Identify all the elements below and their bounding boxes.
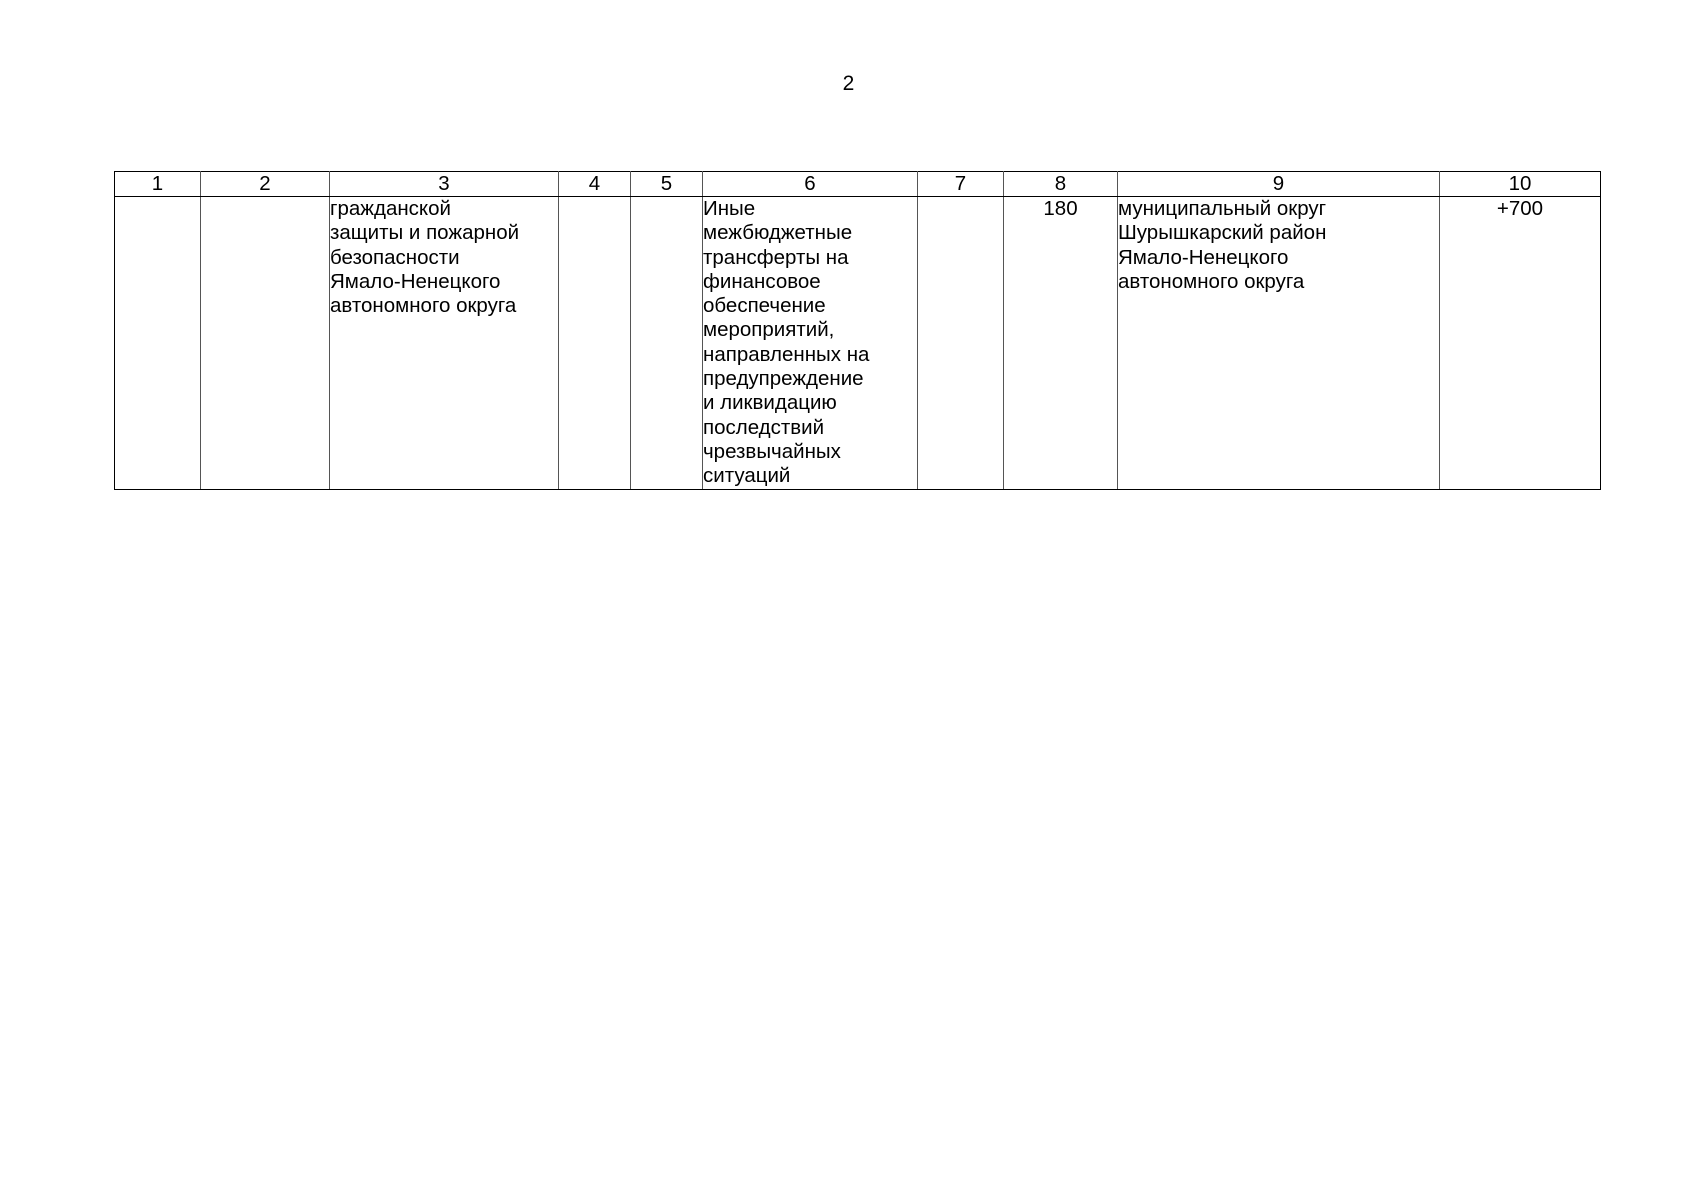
page-number: 2 (842, 72, 855, 95)
column-header-5: 5 (631, 172, 703, 197)
column-header-10: 10 (1440, 172, 1601, 197)
cell-col10: +700 (1440, 197, 1601, 490)
cell-col9: муниципальный округ Шурышкарский район Ямало-Ненецкого автономного округа (1118, 197, 1440, 490)
table-row (115, 197, 1601, 490)
cell-col3: гражданской защиты и пожарной безопасности Ямало-Ненецкого автономного округа (330, 197, 559, 490)
cell-col7 (918, 197, 1004, 490)
cell-col6: Иные межбюджетные трансферты на финансовое обеспечение мероприятий, направленных на предупреждение и ликвидацию последствий чрезвычайных ситуаций (703, 197, 918, 490)
cell-col5 (631, 197, 703, 490)
data-table (114, 171, 1601, 490)
column-header-3: 3 (330, 172, 559, 197)
column-header-4: 4 (559, 172, 631, 197)
header-row (115, 172, 1601, 197)
cell-col2 (201, 197, 330, 490)
column-header-8: 8 (1004, 172, 1118, 197)
column-header-2: 2 (201, 172, 330, 197)
column-header-7: 7 (918, 172, 1004, 197)
column-header-6: 6 (703, 172, 918, 197)
cell-col8: 180 (1004, 197, 1118, 490)
cell-col1 (115, 197, 201, 490)
column-header-9: 9 (1118, 172, 1440, 197)
column-header-1: 1 (115, 172, 201, 197)
cell-col4 (559, 197, 631, 490)
